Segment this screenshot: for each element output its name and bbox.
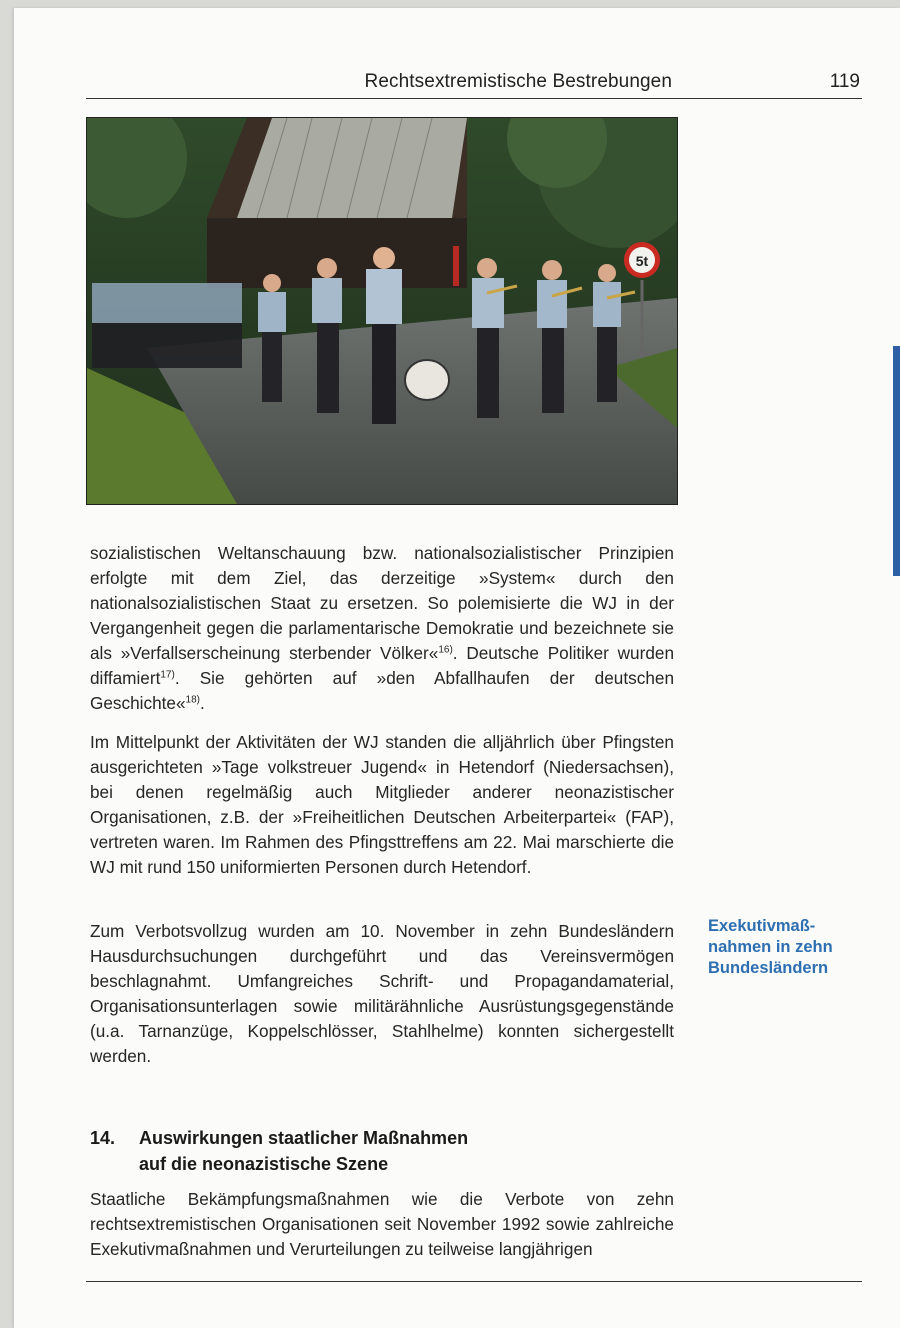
running-header xyxy=(86,66,862,99)
footnote-ref-18: 18) xyxy=(185,694,200,706)
page-number: 119 xyxy=(829,71,860,92)
margin-note: Exekutivmaß-nahmen in zehn Bundesländern xyxy=(708,917,833,977)
march-photo-illustration xyxy=(87,118,677,504)
footnote-ref-17: 17) xyxy=(160,669,175,681)
paragraph-1-text-end: . xyxy=(200,693,205,713)
paragraph-2: Im Mittelpunkt der Aktivitäten der WJ standen die alljährlich über Pfingsten ausgerichteten »Tage volkstreuer Jugend« in Hetendorf (Niedersachsen), bei denen regelmäßig auch Mitglieder anderer neonazistischer Organisationen, z.B. der »Freiheitlichen Deutschen Arbeiterpartei« (FAP), vertreten waren. Im Rahmen des Pfingsttreffens am 22. Mai marschierte die WJ mit rund 150 uniformierten Personen durch Hetendorf. xyxy=(90,732,674,877)
paragraph-4: Staatliche Bekämpfungsmaßnahmen wie die Verbote von zehn rechtsextremistischen Organisationen seit November 1992 sowie zahlreiche Exekutivmaßnahmen und Verurteilungen zu teilweise langjährigen xyxy=(90,1189,674,1259)
sign-label: 5t xyxy=(635,253,649,269)
march-photo xyxy=(86,117,678,505)
section-number: 14. xyxy=(90,1128,116,1148)
paragraph-1-text: sozialistischen Weltanschauung bzw. nationalsozialistischer Prinzipien erfolgte mit dem Ziel, das derzeitige »System« durch den nationalsozialistischen Staat zu ersetzen. So polemisierte die WJ in der Vergangenheit gegen die parlamentarische Demokratie und bezeichnete sie als »Verfallserscheinung sterbender Völker« xyxy=(90,543,674,663)
section-title xyxy=(139,1125,659,1177)
footnote-ref-16: 16) xyxy=(438,644,453,656)
footer-rule xyxy=(86,1281,862,1282)
chapter-tab-marker xyxy=(893,346,900,576)
section-title-line-1: Auswirkungen staatlicher Maßnahmen xyxy=(139,1128,469,1148)
running-header-title: Rechtsextremistische Bestrebungen xyxy=(364,71,672,92)
paragraph-1-text-mid2: . Sie gehörten auf »den Abfallhaufen der deutschen Geschichte« xyxy=(90,668,674,713)
paragraph-3: Zum Verbotsvollzug wurden am 10. November in zehn Bundesländern Hausdurchsuchungen durchgeführt und das Vereinsvermögen beschlagnahmt. Umfangreiches Schrift- und Propagandamaterial, Organisationsunterlagen sowie militärähnliche Ausrüstungsgegenstände (u.a. Tarnanzüge, Koppelschlösser, Stahlhelme) konnten sichergestellt werden. xyxy=(90,921,674,1066)
paragraph-1-text-mid: . Deutsche Politiker wurden diffamiert xyxy=(90,643,675,688)
paragraph-1 xyxy=(90,541,674,716)
section-title-line-2: auf die neonazistische Szene xyxy=(139,1154,389,1174)
